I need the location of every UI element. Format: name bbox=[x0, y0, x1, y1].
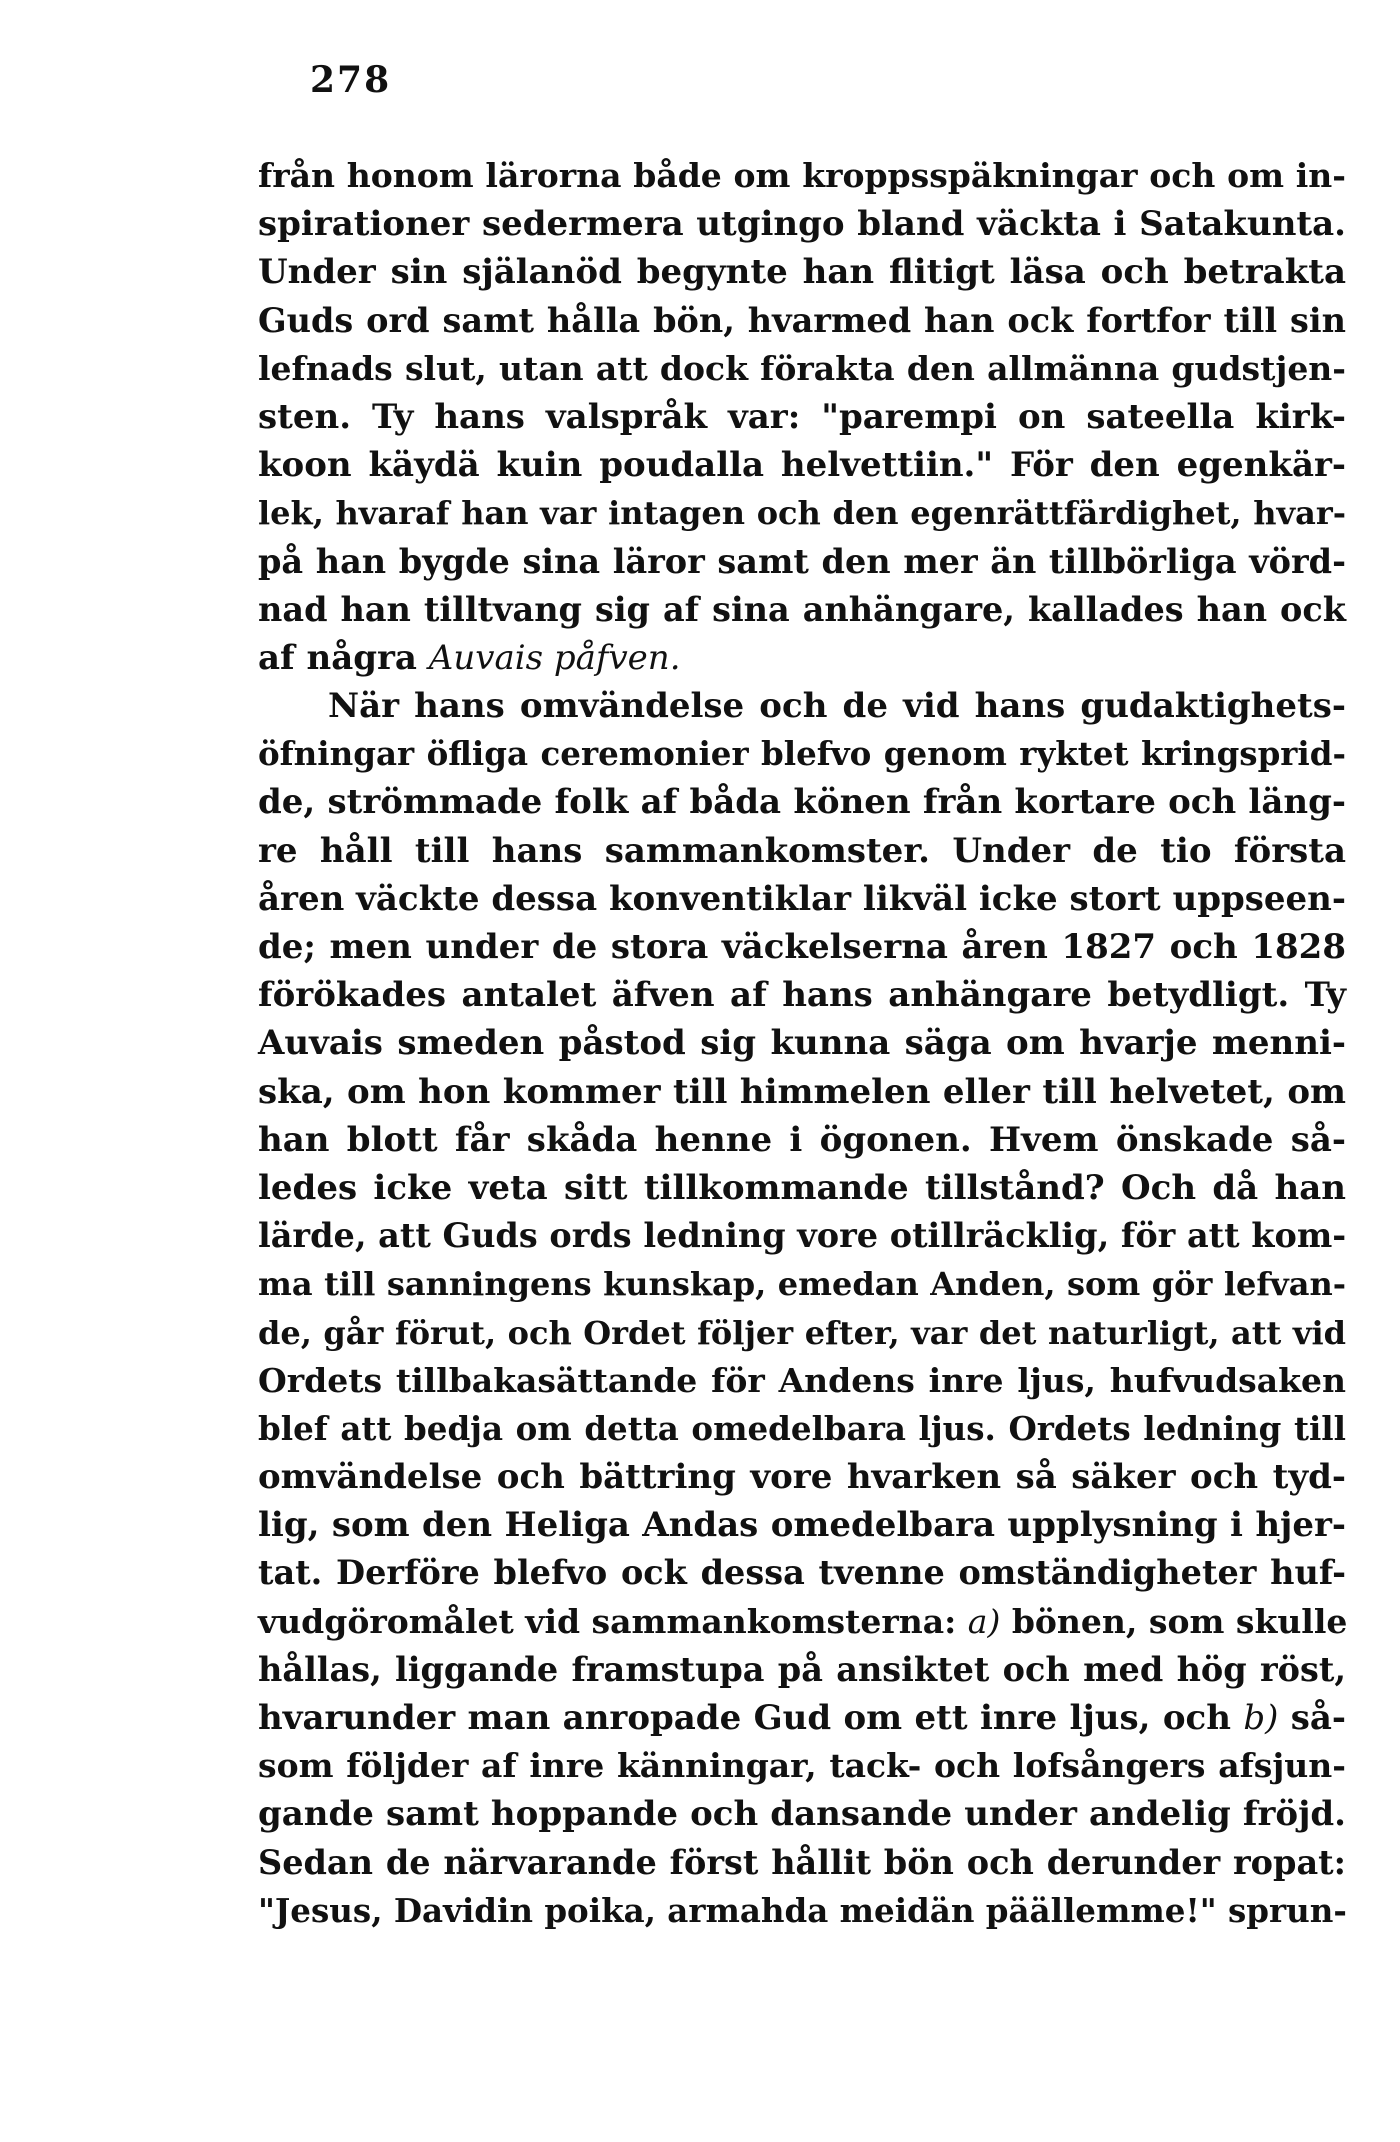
text-line bbox=[258, 1260, 1346, 1308]
line-text: ska, om hon kommer till himmelen eller till helvetet, om bbox=[258, 1071, 1346, 1112]
text-line bbox=[258, 152, 1346, 200]
line-text: lek, hvaraf han var intagen och den egenrättfärdighet, hvar- bbox=[258, 494, 1346, 533]
text-line bbox=[258, 1405, 1346, 1453]
body-text bbox=[258, 152, 1346, 1935]
text-line bbox=[258, 730, 1346, 778]
text-line bbox=[258, 923, 1346, 971]
line-text: som följder af inre känningar, tack- och lofsångers afsjun- bbox=[258, 1746, 1346, 1786]
text-line bbox=[258, 1453, 1346, 1501]
line-text: Sedan de närvarande först hållit bön och derunder ropat: bbox=[258, 1842, 1346, 1882]
text-line bbox=[258, 1887, 1346, 1935]
line-text: åren väckte dessa konventiklar likväl icke stort uppseen- bbox=[258, 878, 1346, 919]
text-line bbox=[258, 1116, 1346, 1164]
line-text: omvändelse och bättring vore hvarken så säker och tyd- bbox=[258, 1457, 1346, 1498]
text-line bbox=[258, 441, 1346, 489]
text-line bbox=[258, 1309, 1346, 1357]
text-line bbox=[258, 1068, 1346, 1116]
line-text: öfningar öfliga ceremonier blefvo genom ryktet kringsprid- bbox=[258, 734, 1346, 774]
italic-text: b) bbox=[1243, 1698, 1279, 1738]
line-text: "Jesus, Davidin poika, armahda meidän päällemme!" sprun- bbox=[258, 1890, 1347, 1930]
line-text: Ordets tillbakasättande för Andens inre ljus, hufvudsaken bbox=[258, 1360, 1346, 1400]
line-text: lig, som den Heliga Andas omedelbara upplysning i hjer- bbox=[258, 1505, 1346, 1546]
line-text: blef att bedja om detta omedelbara ljus. Ordets ledning till bbox=[258, 1408, 1346, 1448]
text-line bbox=[258, 778, 1346, 826]
line-text: lärde, att Guds ords ledning vore otillräcklig, för att kom- bbox=[258, 1216, 1347, 1256]
text-line bbox=[258, 1742, 1346, 1790]
text-line bbox=[258, 875, 1346, 923]
text-line bbox=[258, 1839, 1346, 1887]
text-line bbox=[258, 971, 1346, 1019]
line-text: spirationer sedermera utgingo bland väckta i Satakunta. bbox=[258, 204, 1346, 245]
line-text: ma till sanningens kunskap, emedan Anden, som gör lefvan- bbox=[258, 1265, 1346, 1304]
text-line bbox=[258, 1646, 1346, 1694]
text-line bbox=[258, 248, 1346, 296]
text-line bbox=[258, 1212, 1346, 1260]
text-line bbox=[258, 200, 1346, 248]
line-text: tat. Derföre blefvo ock dessa tvenne omständigheter huf- bbox=[258, 1553, 1346, 1593]
text-line bbox=[258, 538, 1346, 586]
line-text: Auvais smeden påstod sig kunna säga om hvarje menni- bbox=[258, 1023, 1346, 1064]
line-text: förökades antalet äfven af hans anhängare betydligt. Ty bbox=[258, 975, 1346, 1016]
italic-text: Auvais påfven. bbox=[428, 637, 681, 678]
text-line bbox=[258, 634, 1346, 682]
text-line bbox=[258, 1598, 1346, 1646]
line-text: från honom lärorna både om kroppsspäkningar och om in- bbox=[258, 156, 1346, 195]
line-text: Guds ord samt hålla bön, hvarmed han ock fortfor till sin bbox=[258, 300, 1346, 340]
text-line bbox=[258, 1694, 1346, 1742]
text-line bbox=[258, 682, 1346, 730]
line-text: de, strömmade folk af båda könen från kortare och läng- bbox=[258, 782, 1346, 823]
line-text: de, går förut, och Ordet följer efter, var det naturligt, att vid bbox=[258, 1313, 1346, 1352]
line-text: koon käydä kuin poudalla helvettiin." För den egenkär- bbox=[258, 445, 1346, 486]
line-text: Under sin själanöd begynte han flitigt läsa och betrakta bbox=[258, 252, 1346, 293]
line-text-after: så- bbox=[1278, 1698, 1347, 1738]
line-text: hvarunder man anropade Gud om ett inre ljus, och bbox=[258, 1698, 1244, 1738]
line-text: gande samt hoppande och dansande under andelig fröjd. bbox=[258, 1794, 1346, 1835]
line-text: ledes icke veta sitt tillkommande tillstånd? Och då han bbox=[258, 1167, 1346, 1208]
page-number: 278 bbox=[310, 59, 392, 101]
italic-text: a) bbox=[967, 1601, 1001, 1641]
text-line bbox=[258, 297, 1346, 345]
line-text: han blott får skåda henne i ögonen. Hvem önskade så- bbox=[258, 1119, 1346, 1160]
text-line bbox=[258, 586, 1346, 634]
text-line bbox=[258, 1790, 1346, 1838]
line-text: sten. Ty hans valspråk var: "parempi on sateella kirk- bbox=[258, 396, 1346, 437]
line-text: lefnads slut, utan att dock förakta den allmänna gudstjen- bbox=[258, 348, 1346, 388]
line-text: När hans omvändelse och de vid hans gudaktighets- bbox=[328, 686, 1346, 727]
text-line bbox=[258, 1549, 1346, 1597]
line-text: hållas, liggande framstupa på ansiktet och med hög röst, bbox=[258, 1649, 1346, 1689]
text-line bbox=[258, 345, 1346, 393]
text-line bbox=[258, 827, 1346, 875]
text-line bbox=[258, 1501, 1346, 1549]
text-line bbox=[258, 1357, 1346, 1405]
text-line bbox=[258, 489, 1346, 537]
line-text-after: bönen, som skulle bbox=[1000, 1601, 1348, 1641]
text-line bbox=[258, 393, 1346, 441]
line-text: de; men under de stora väckelserna åren 1827 och 1828 bbox=[258, 927, 1346, 967]
line-text: nad han tilltvang sig af sina anhängare, kallades han ock bbox=[258, 589, 1346, 629]
line-text: af några bbox=[258, 637, 429, 678]
line-text: vudgöromålet vid sammankomsterna: bbox=[258, 1601, 968, 1641]
line-text: på han bygde sina läror samt den mer än tillbörliga vörd- bbox=[258, 541, 1346, 581]
line-text: re håll till hans sammankomster. Under de tio första bbox=[258, 830, 1346, 871]
text-line bbox=[258, 1164, 1346, 1212]
text-line bbox=[258, 1019, 1346, 1067]
